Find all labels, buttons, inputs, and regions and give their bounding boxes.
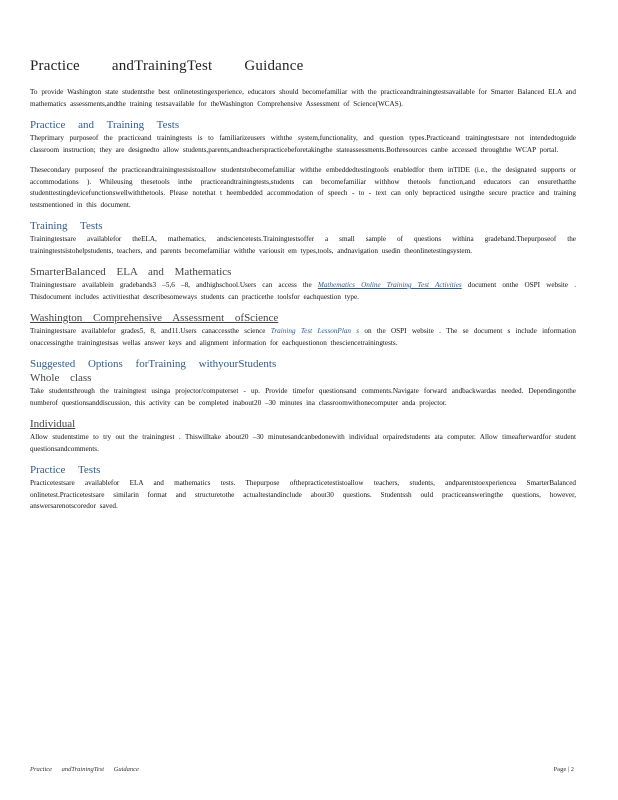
- subheading-individual: Individual: [30, 418, 76, 430]
- section-heading-practice-training: Practice and Training Tests: [30, 119, 180, 131]
- paragraph-individual: Allow studentstime to try out the trainingtest . Thiswilltake about20 –30 minutesandcanbedonewith individual orpairedstudents ata computer. Allow timeafterwardfor student questionsandcomments.: [30, 433, 576, 453]
- paragraph-training-tests: Trainingtestsare availablefor theELA, mathematics, andsciencetests.Trainingtestsoffer a small sample of questions withina gradeband.Thepurposeof the trainingtestsistohelpstudents, teachers, and parents becomefamiliar withthe variousit em types,tools, andnavigation usedin theonlinetestingsystem.: [30, 235, 576, 255]
- footer-page-number: Page | 2: [553, 766, 574, 773]
- footer-document-title: Practice andTrainingTest Guidance: [30, 766, 139, 773]
- training-test-lesson-plans-title: Training Test LessonPlan s: [270, 327, 360, 335]
- subheading-whole-class: Whole class: [30, 372, 92, 384]
- paragraph-practice-tests: Practicetestsare availablefor ELA and mathematics tests. Thepurpose ofthepracticetestistoallow teachers, students, andparentstoexperiencea SmarterBalanced onlinetest.Practicetestsare similarin format and structuretothe actualtestandinclude about30 questions. Studentssh ould practiceansweringthe questions, however, answersarenotscoredor saved.: [30, 479, 576, 510]
- paragraph-secondary-purpose: Thesecondary purposeof the practiceandtrainingtestsistoallow studentstobecomefamiliar withthe embeddedtestingtools enabledfor them inTIDE (i.e., the designated supports or accommodations ). Whileusing thesetools inthe practiceandtrainingtests,students can becomefamiliar withhow thetools function,and educators can ensurethatthe studenttestingdevicefunctionswellwiththetools. Please notethat t heembedded accommodation of speech - to - text can only bepracticed usingthe secure practice and training testsmentioned in this document.: [30, 166, 576, 209]
- document-title: Practice andTrainingTest Guidance: [30, 58, 304, 74]
- paragraph-whole-class: Take studentsthrough the trainingtest usinga projector/computerset - up. Provide timefor questionsand comments.Navigate forward andbackwardas needed. Dependingonthe numberof questionsanddiscussion, this activity can be completed inabout20 –30 minutes ina classroomwithonecomputer anda projector.: [30, 387, 576, 407]
- paragraph-smarter-balanced: [30, 280, 576, 303]
- smarter-balanced-text-after: document onthe OSPI website . Thisdocument includes activitiesthat describesomeways students can practicethe toolsfor eachquestion type.: [30, 281, 577, 301]
- smarter-balanced-text-before: Trainingtestsare availablein gradebands3 –5,6 –8, andhighschool.Users can access the: [30, 281, 312, 289]
- wcas-text-after: on the OSPI website . The se document s include information onaccessingthe trainingtestsas wellas answer keys and alignment information for eachquestionon thesciencetrainingtests.: [30, 327, 577, 347]
- intro-paragraph: To provide Washington state studentsthe best onlinetestingexperience, educators should becomefamiliar with the practiceandtrainingtestsavailable for Smarter Balanced ELA and mathematics assessments,andthe training testsavailable for theWashington Comprehensive Assessment of Science(WCAS).: [30, 88, 576, 108]
- wcas-text-before: Trainingtestsare availablefor grades5, 8, and11.Users canaccessthe science: [30, 327, 266, 335]
- section-heading-training-tests: Training Tests: [30, 220, 103, 232]
- subheading-wcas: Washington Comprehensive Assessment ofScience: [30, 312, 279, 324]
- paragraph-primary-purpose: Theprimary purposeof the practiceand trainingtests is to familiarizeusers withthe system,functionality, and question types.Practiceand trainingtestsare not intendedtoguide classroom instruction; they are designedto allow students,parents,andteacherspracticebeforetakingthe stateassessments.Bothresources canbe accessed throughthe WCAP portal.: [30, 134, 576, 154]
- document-page: [30, 58, 576, 522]
- paragraph-wcas: [30, 326, 576, 349]
- math-training-activities-link[interactable]: Mathematics Online Training Test Activities: [317, 281, 462, 289]
- section-heading-suggested-options: Suggested Options forTraining withyourStudents: [30, 358, 277, 370]
- section-heading-practice-tests: Practice Tests: [30, 464, 101, 476]
- subheading-smarter-balanced: SmarterBalanced ELA and Mathematics: [30, 266, 232, 278]
